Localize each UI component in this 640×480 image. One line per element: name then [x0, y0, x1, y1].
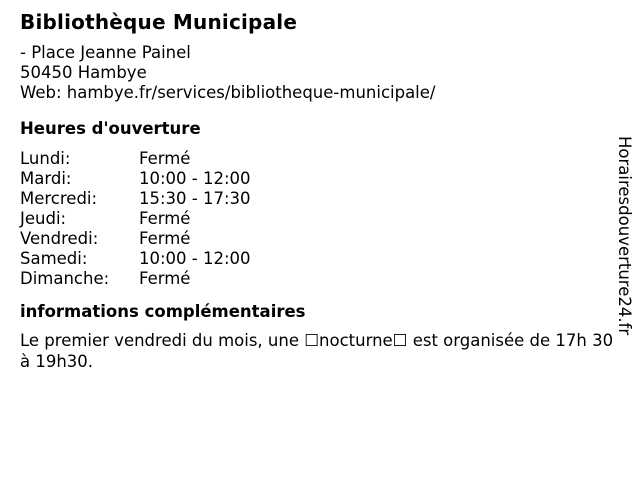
- day-label: Dimanche:: [20, 269, 110, 288]
- hours-row-thursday: [20, 209, 620, 229]
- day-label: Samedi:: [20, 249, 88, 268]
- additional-info-text: Le premier vendredi du mois, une ☐nocturne☐ est organisée de 17h 30 à 19h30.: [20, 331, 614, 371]
- site-watermark: Horairesdouverture24.fr: [615, 136, 634, 336]
- hours-row-wednesday: [20, 189, 620, 209]
- day-label: Mercredi:: [20, 189, 98, 208]
- library-title: Bibliothèque Municipale: [20, 10, 298, 34]
- hours-value: Fermé: [139, 149, 191, 168]
- hours-row-monday: [20, 149, 620, 169]
- day-label: Jeudi:: [20, 209, 67, 228]
- library-details: [20, 9, 620, 372]
- day-label: Vendredi:: [20, 229, 99, 248]
- day-label: Mardi:: [20, 169, 72, 188]
- hours-value: 10:00 - 12:00: [139, 249, 251, 268]
- website-line: Web: hambye.fr/services/bibliotheque-municipale/: [20, 83, 436, 102]
- hours-value: 10:00 - 12:00: [139, 169, 251, 188]
- additional-info-heading: informations complémentaires: [20, 302, 306, 321]
- hours-row-saturday: [20, 249, 620, 269]
- hours-value: 15:30 - 17:30: [139, 189, 251, 208]
- hours-row-tuesday: [20, 169, 620, 189]
- hours-value: Fermé: [139, 269, 191, 288]
- address-city: 50450 Hambye: [20, 63, 147, 82]
- opening-hours-heading: Heures d'ouverture: [20, 119, 201, 138]
- hours-row-friday: [20, 229, 620, 249]
- hours-value: Fermé: [139, 229, 191, 248]
- address-street: - Place Jeanne Painel: [20, 43, 191, 62]
- opening-hours-table: [20, 149, 620, 289]
- hours-row-sunday: [20, 269, 620, 289]
- hours-value: Fermé: [139, 209, 191, 228]
- day-label: Lundi:: [20, 149, 71, 168]
